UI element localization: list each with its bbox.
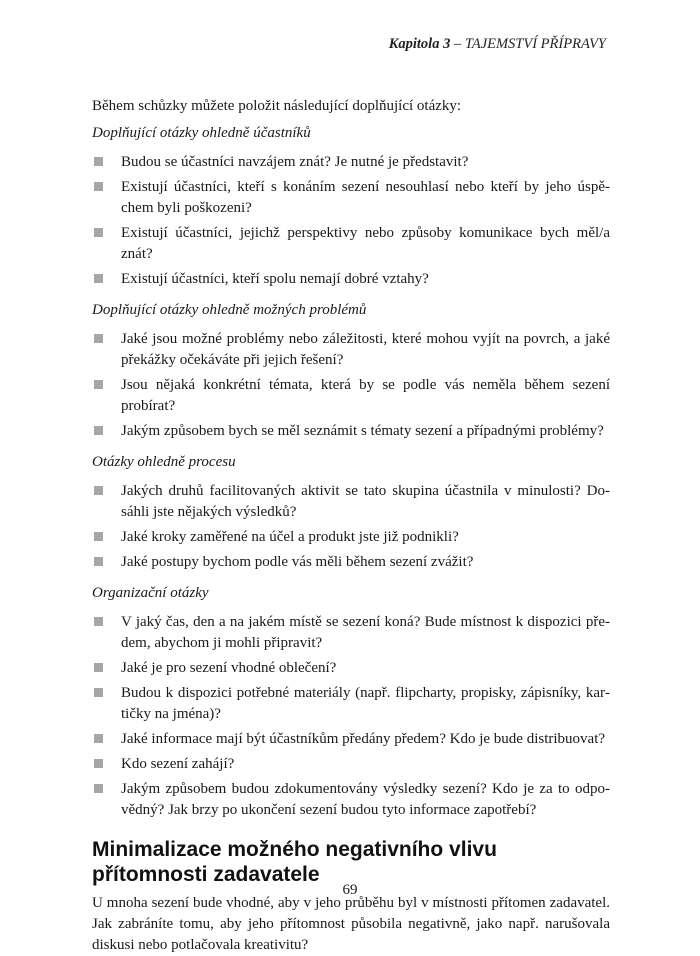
square-bullet-icon bbox=[94, 734, 103, 743]
square-bullet-icon bbox=[94, 617, 103, 626]
list-item-text: Jakých druhů facilitovaných aktivit se tato skupina účastnila v minulosti? Dosáhli jste nějakých výsledků? bbox=[121, 483, 610, 520]
square-bullet-icon bbox=[94, 759, 103, 768]
square-bullet-icon bbox=[94, 334, 103, 343]
square-bullet-icon bbox=[94, 486, 103, 495]
subheading-organizational: Organizační otázky bbox=[92, 585, 209, 601]
list-item-text: Jakým způsobem bych se měl seznámit s tématy sezení a případnými problémy? bbox=[121, 423, 604, 439]
list-item-text: Jakým způsobem budou zdokumentovány výsledky sezení? Kdo je za to odpovědný? Jak brzy po ukončení sezení budou tyto informace zapotřebí? bbox=[121, 781, 610, 818]
square-bullet-icon bbox=[94, 663, 103, 672]
list-item bbox=[92, 729, 610, 750]
square-bullet-icon bbox=[94, 688, 103, 697]
question-list-organizational bbox=[92, 612, 610, 821]
subheading-participants: Doplňující otázky ohledně účastníků bbox=[92, 125, 311, 141]
list-item-text: Jaké je pro sezení vhodné oblečení? bbox=[121, 660, 337, 676]
running-header bbox=[389, 36, 606, 53]
page-number: 69 bbox=[342, 882, 358, 898]
page-body bbox=[92, 96, 610, 956]
list-item bbox=[92, 329, 610, 371]
square-bullet-icon bbox=[94, 426, 103, 435]
list-item bbox=[92, 612, 610, 654]
intro-paragraph: Během schůzky můžete položit následující doplňující otázky: bbox=[92, 98, 462, 114]
header-separator: – bbox=[450, 36, 465, 52]
list-item bbox=[92, 481, 610, 523]
list-item bbox=[92, 269, 610, 290]
subheading-process: Otázky ohledně procesu bbox=[92, 454, 236, 470]
list-item bbox=[92, 177, 610, 219]
list-item-text: Jsou nějaká konkrétní témata, která by se podle vás neměla během sezení probírat? bbox=[121, 377, 610, 414]
section-title: Minimalizace možného negativního vlivu přítomnosti zadavatele bbox=[92, 838, 497, 886]
square-bullet-icon bbox=[94, 784, 103, 793]
chapter-label: Kapitola 3 bbox=[388, 36, 451, 52]
list-item-text: Budou se účastníci navzájem znát? Je nutné je představit? bbox=[121, 154, 469, 170]
list-item bbox=[92, 375, 610, 417]
square-bullet-icon bbox=[94, 228, 103, 237]
square-bullet-icon bbox=[94, 532, 103, 541]
square-bullet-icon bbox=[94, 182, 103, 191]
question-list-problems bbox=[92, 329, 610, 442]
list-item bbox=[92, 779, 610, 821]
list-item-text: Kdo sezení zahájí? bbox=[121, 756, 235, 772]
list-item bbox=[92, 754, 610, 775]
square-bullet-icon bbox=[94, 274, 103, 283]
question-list-process bbox=[92, 481, 610, 573]
list-item-text: Jaké postupy bychom podle vás měli během sezení zvážit? bbox=[121, 554, 474, 570]
question-list-participants bbox=[92, 152, 610, 290]
list-item-text: Jaké jsou možné problémy nebo záležitosti, které mohou vyjít na povrch, a jaké překážky očekáváte při jejich řešení? bbox=[121, 331, 610, 368]
list-item bbox=[92, 658, 610, 679]
square-bullet-icon bbox=[94, 380, 103, 389]
list-item bbox=[92, 527, 610, 548]
list-item bbox=[92, 421, 610, 442]
square-bullet-icon bbox=[94, 557, 103, 566]
list-item-text: Budou k dispozici potřebné materiály (např. flipcharty, propisky, zápisníky, kartičky na jména)? bbox=[121, 685, 610, 722]
subheading-problems: Doplňující otázky ohledně možných problémů bbox=[92, 302, 367, 318]
list-item bbox=[92, 552, 610, 573]
section-paragraph: U mnoha sezení bude vhodné, aby v jeho průběhu byl v místnosti přítomen zadavatel. Jak zabráníte tomu, aby jeho přítomnost působila negativně, jako např. narušovala diskusi nebo potlačovala kreativitu? bbox=[92, 895, 610, 953]
list-item bbox=[92, 152, 610, 173]
list-item-text: Jaké informace mají být účastníkům předány předem? Kdo je bude distribuovat? bbox=[121, 731, 606, 747]
list-item-text: V jaký čas, den a na jakém místě se sezení koná? Bude místnost k dispozici předem, abychom ji mohli připravit? bbox=[121, 614, 610, 651]
chapter-title: TAJEMSTVÍ PŘÍPRAVY bbox=[464, 36, 606, 52]
list-item-text: Existují účastníci, kteří spolu nemají dobré vztahy? bbox=[121, 271, 429, 287]
list-item-text: Existují účastníci, kteří s konáním sezení nesouhlasí nebo kteří by jeho úspěchem byli poškozeni? bbox=[121, 179, 610, 216]
square-bullet-icon bbox=[94, 157, 103, 166]
list-item bbox=[92, 683, 610, 725]
list-item-text: Jaké kroky zaměřené na účel a produkt jste již podnikli? bbox=[121, 529, 459, 545]
list-item bbox=[92, 223, 610, 265]
list-item-text: Existují účastníci, jejichž perspektivy nebo způsoby komunikace bych měl/a znát? bbox=[121, 225, 610, 262]
